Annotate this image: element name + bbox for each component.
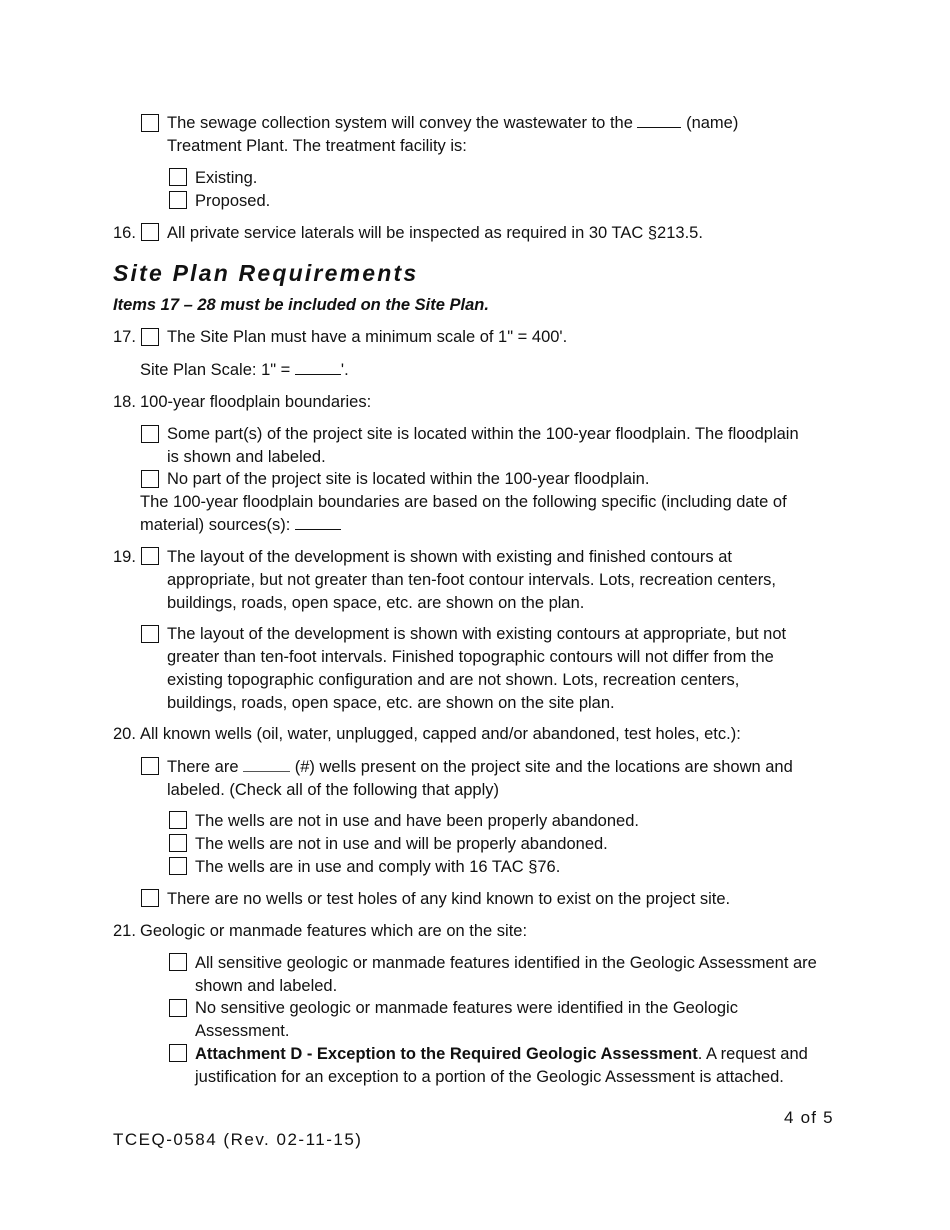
item-21-number: 21. [113, 922, 136, 940]
item-16-checkbox[interactable] [141, 223, 159, 241]
geologic-none-checkbox[interactable] [169, 999, 187, 1017]
floodplain-within-text-1: Some part(s) of the project site is located within the 100-year floodplain. The floodplain [167, 425, 799, 443]
wells-abandoned-checkbox[interactable] [169, 811, 187, 829]
wells-present-checkbox[interactable] [141, 757, 159, 775]
contours-existing-text-1: The layout of the development is shown with existing contours at appropriate, but not [167, 625, 787, 643]
item-17-number: 17. [113, 328, 136, 346]
item-21-text: Geologic or manmade features which are on the site: [140, 922, 528, 940]
geologic-exception-checkbox[interactable] [169, 1044, 187, 1062]
contours-finished-checkbox[interactable] [141, 547, 159, 565]
geologic-exception-text-2: justification for an exception to a portion of the Geologic Assessment is attached. [195, 1068, 784, 1086]
item-20-number: 20. [113, 725, 136, 743]
item-18-number: 18. [113, 393, 136, 411]
proposed-label: Proposed. [195, 192, 271, 210]
item-16-number: 16. [113, 224, 136, 242]
existing-checkbox[interactable] [169, 168, 187, 186]
plant-name-blank[interactable] [637, 113, 681, 128]
wells-present-text-2: labeled. (Check all of the following that apply) [167, 781, 500, 799]
site-plan-scale: Site Plan Scale: 1" = '. [140, 361, 349, 379]
site-plan-scale-blank[interactable] [295, 360, 341, 375]
floodplain-sources-text-2: material) sources(s): [140, 514, 341, 537]
contours-existing-checkbox[interactable] [141, 625, 159, 643]
contours-existing-text-2: greater than ten-foot intervals. Finished topographic contours will not differ from the [167, 648, 774, 666]
geologic-exception-text-1: Attachment D - Exception to the Required Geologic Assessment. A request and [195, 1045, 808, 1063]
wells-will-be-abandoned-checkbox[interactable] [169, 834, 187, 852]
no-wells-text: There are no wells or test holes of any kind known to exist on the project site. [167, 890, 731, 908]
floodplain-within-checkbox[interactable] [141, 425, 159, 443]
treatment-plant-checkbox[interactable] [141, 114, 159, 132]
wells-abandoned-text: The wells are not in use and have been properly abandoned. [195, 812, 639, 830]
geologic-none-text-1: No sensitive geologic or manmade features were identified in the Geologic [195, 999, 738, 1017]
no-wells-checkbox[interactable] [141, 889, 159, 907]
proposed-checkbox[interactable] [169, 191, 187, 209]
floodplain-sources-blank[interactable] [295, 515, 341, 530]
contours-finished-text-1: The layout of the development is shown with existing and finished contours at [167, 548, 732, 566]
item-18-text: 100-year floodplain boundaries: [140, 393, 372, 411]
wells-will-be-abandoned-text: The wells are not in use and will be properly abandoned. [195, 835, 608, 853]
contours-existing-text-3: existing topographic configuration and are not shown. Lots, recreation centers, [167, 671, 740, 689]
item-20-text: All known wells (oil, water, unplugged, capped and/or abandoned, test holes, etc.): [140, 725, 741, 743]
floodplain-sources-text-1: The 100-year floodplain boundaries are based on the following specific (including date of [140, 493, 787, 511]
page-number: 4 of 5 [784, 1108, 834, 1127]
treatment-plant-text-2: Treatment Plant. The treatment facility is: [167, 137, 467, 155]
geologic-shown-text-1: All sensitive geologic or manmade features identified in the Geologic Assessment are [195, 954, 817, 972]
existing-label: Existing. [195, 169, 258, 187]
wells-present-text-1: There are (#) wells present on the project site and the locations are shown and [167, 758, 793, 776]
geologic-none-text-2: Assessment. [195, 1022, 290, 1040]
wells-in-use-checkbox[interactable] [169, 857, 187, 875]
contours-existing-text-4: buildings, roads, open space, etc. are shown on the site plan. [167, 694, 615, 712]
section-title: Site Plan Requirements [113, 260, 419, 286]
contours-finished-text-3: buildings, roads, open space, etc. are shown on the plan. [167, 594, 585, 612]
floodplain-within-text-2: is shown and labeled. [167, 448, 326, 466]
item-17-checkbox[interactable] [141, 328, 159, 346]
geologic-shown-checkbox[interactable] [169, 953, 187, 971]
contours-finished-text-2: appropriate, but not greater than ten-foot contour intervals. Lots, recreation centers, [167, 571, 777, 589]
floodplain-none-text: No part of the project site is located within the 100-year floodplain. [167, 470, 650, 488]
item-17-text: The Site Plan must have a minimum scale of 1" = 400'. [167, 328, 568, 346]
attachment-d-title: Attachment D - Exception to the Required Geologic Assessment [195, 1045, 698, 1063]
floodplain-none-checkbox[interactable] [141, 470, 159, 488]
wells-count-blank[interactable] [243, 757, 290, 772]
wells-in-use-text: The wells are in use and comply with 16 TAC §76. [195, 858, 561, 876]
geologic-shown-text-2: shown and labeled. [195, 977, 338, 995]
form-id: TCEQ-0584 (Rev. 02-11-15) [113, 1130, 363, 1149]
treatment-plant-text: The sewage collection system will convey the wastewater to the (name) [167, 114, 739, 132]
item-19-number: 19. [113, 548, 136, 566]
item-16-text: All private service laterals will be inspected as required in 30 TAC §213.5. [167, 224, 703, 242]
section-subtitle: Items 17 – 28 must be included on the Site Plan. [113, 296, 489, 314]
